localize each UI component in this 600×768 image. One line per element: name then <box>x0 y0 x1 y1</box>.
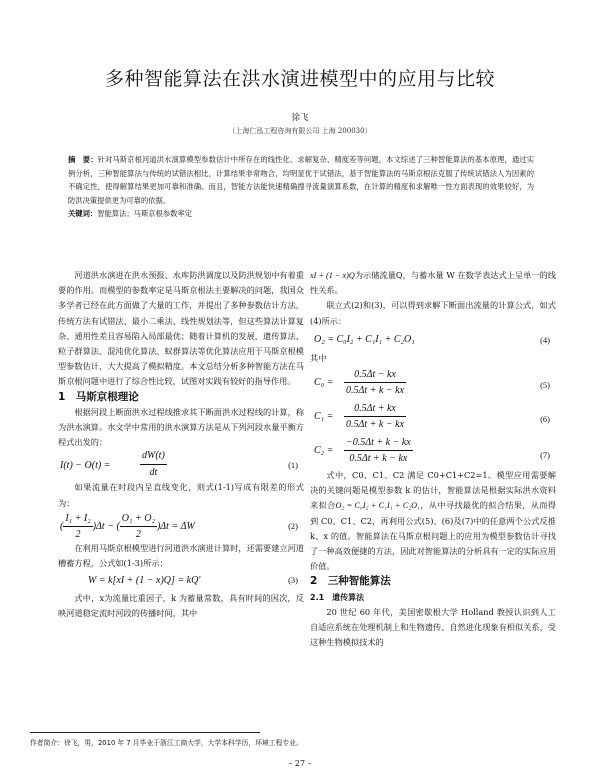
equation-6: C₁ = $\frac{0.5\Delta t + kx}{0.5\Delta t + k - kx}$ (6) <box>314 403 550 431</box>
right-paragraph-2: 联立式(2)和(3)，可以得到求解下断面出流量的计算公式，如式(4)所示： <box>310 300 556 326</box>
equation-7-number: (7) <box>540 450 550 461</box>
equation-2: ( $\frac{\text{I₁ + I₂}}{2}$ )Δt − ( $\frac{\text{O₁ + O₂}}{2}$ )Δt = ΔW (2) <box>60 512 298 541</box>
right-paragraph-3: 式中，C0、C1、C2 满足 C0+C1+C2=1。模型应用需要解决的关键问题是模型参数 k 的估计，智能算法是根据实际洪水资料来拟合O₂ = C₀I₂ + C₁I₁ + C₂O₁，从中寻找最优的拟合结果，从而得到 C0、C1、C2，再利用公式(5)、(6)及(7)中的任意两个公式反推 k、x 的值。智能算法在马斯京根问题上的应用为模型参数估计寻找了一种高效便捷的方法，因此对智能算法的分析具有一定的实际应用价值。 <box>310 470 556 572</box>
section-2-1-heading: 2.1 遗传算法 <box>310 592 365 602</box>
equation-3: W = k[xI + (1 − x)Q] = kQ′ (3) <box>58 571 304 591</box>
author-name: 徐飞 <box>291 113 309 123</box>
author-footnote: 作者简介：徐飞，男，2010 年 7 月毕业于浙江工商大学，大学本科学历，环境工程专业。 <box>30 739 303 747</box>
section-1-heading: 1 马斯京根理论 <box>58 390 139 403</box>
equation-4-number: (4) <box>540 334 550 345</box>
paper-title: 多种智能算法在洪水演进模型中的应用与比较 <box>104 68 495 90</box>
section-2-heading: 2 三种智能算法 <box>310 575 391 588</box>
abstract-text: 针对马斯京根河道洪水演算模型参数估计中所存在的线性化、求解复杂、精度差等问题，本文综述了三种智能算法的基本原理，通过实例分析，三种智能算法与传统的试错法相比，计算结果非常吻合，均明显优于试错法，基于智能算法的马斯京根法克服了传统试错法人为因素的不确定性，使得解算结果更加可靠和准确。而且，智能方法能快速精确搜寻流量演算系数，在计算的精度和求解唯一性方面表现的效果较好，为防洪决策提供更为可靠的依据。 <box>68 155 534 205</box>
right-continued-paragraph: xI + (1 − x)Q为示储流量Q，与蓄水量 W 在数学表达式上呈单一的线性关系。 <box>310 270 556 296</box>
equation-4: O₂ = C₀I₂ + C₁I₁ + C₂O₁ (4) <box>310 329 556 351</box>
section-1-paragraph-1: 根据河段上断面洪水过程线推求其下断面洪水过程线的计算，称为洪水演算。水文学中常用的洪水演算方法是从下列河段水量平衡方程式出发的： <box>58 406 304 448</box>
section-1-paragraph-4: 式中，x为流量比重因子，k 为蓄量常数，具有时间的因次，反映河道稳定流时河段的传播时间，其中 <box>58 593 304 619</box>
left-column <box>58 268 304 622</box>
keywords-text: 智能算法；马斯京根参数率定 <box>97 209 193 219</box>
equation-1: I(t) − O(t) = $\frac{dW(t)}{dt}$ (1) <box>60 450 298 478</box>
abstract <box>68 153 534 221</box>
equation-2-number: (2) <box>288 520 298 531</box>
keywords-label: 关键词： <box>68 209 98 219</box>
equation-7: C₂ = $\frac{-0.5\Delta t + k - kx}{0.5\Delta t + k - kx}$ (7) <box>314 437 550 465</box>
section-1-paragraph-3: 在利用马斯京根模型进行河道洪水演进计算时，还需要建立河道槽蓄方程，公式如(1-3)所示： <box>58 542 304 569</box>
section-2-1-paragraph: 20 世纪 60 年代，美国密歇根大学 Holland 教授认识到人工自适应系统在处理机制上和生物遗传、自然进化现象有相似关系，受这种生物模拟技术的 <box>310 606 556 648</box>
page-number: – 27 – <box>288 759 312 768</box>
equation-6-number: (6) <box>540 414 550 425</box>
equation-1-number: (1) <box>288 460 298 471</box>
author-affiliation: （上海仁泓工程咨询有限公司 上海 200030） <box>228 127 372 135</box>
intro-paragraph: 河道洪水演进在洪水预报、水库防洪调度以及防洪规划中有着重要的作用。而模型的参数率定是马斯京根法主要解决的问题，我国众多学者已经在此方面做了大量的工作，并提出了多种参数估计方法，传统方法有试错法、最小二乘法、线性规划法等，但这些算法计算复杂、通用性差且容易陷入局部最优；随着计算机的发展，遗传算法、粒子群算法、混沌优化算法、蚁群算法等优化算法应用于马斯京根模型参数估计，大大提高了模拟精度。本文总结分析多种智能方法在马斯京根问题中进行了综合性比较，试图对实践有较好的指导作用。 <box>58 270 304 387</box>
right-column <box>310 268 556 650</box>
section-1-paragraph-2: 如果流量在时段内呈直线变化，则式(1-1)写成有限差的形式为： <box>58 482 304 508</box>
footnote-divider <box>30 732 260 733</box>
abstract-label: 摘 要： <box>68 155 98 164</box>
equation-3-number: (3) <box>288 575 298 586</box>
where-label: 其中 <box>310 352 327 363</box>
equation-5: C₀ = $\frac{0.5\Delta t - kx}{0.5\Delta t + k - kx}$ (5) <box>314 369 550 397</box>
equation-5-number: (5) <box>540 380 550 391</box>
